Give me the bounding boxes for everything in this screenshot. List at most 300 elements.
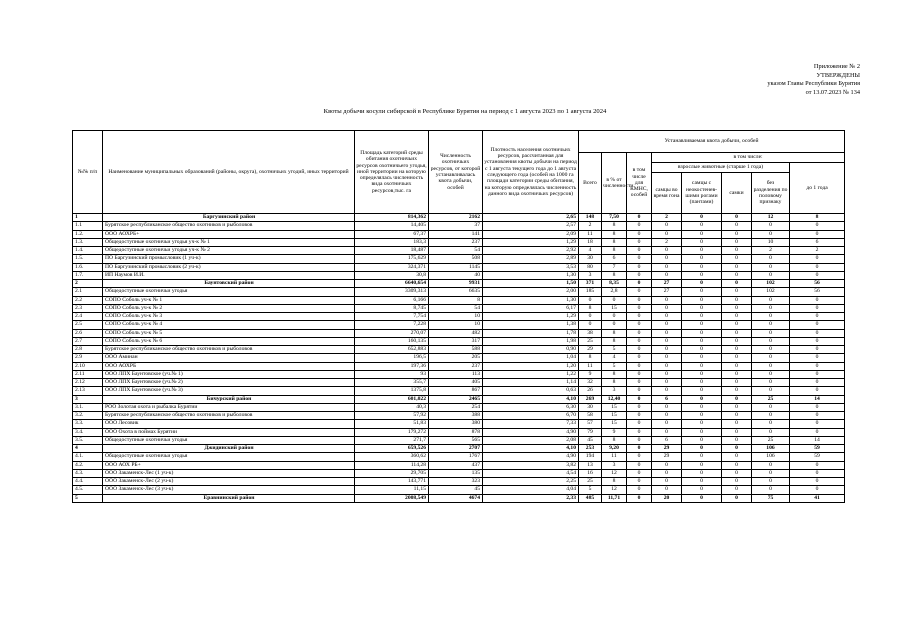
row-kmns: 0 [627, 263, 652, 271]
row-under1: 0 [790, 478, 845, 486]
row-density: 3,82 [483, 461, 579, 469]
row-area: 179,272 [355, 428, 429, 436]
row-percent: 7 [602, 263, 627, 271]
row-no-sex: 0 [752, 321, 790, 329]
row-percent: 4 [602, 354, 627, 362]
row-count: 2162 [429, 214, 483, 222]
row-count: 437 [429, 461, 483, 469]
row-males-antlers: 0 [682, 403, 722, 411]
row-total: 11 [579, 362, 602, 370]
row-number: 3.2. [73, 412, 103, 420]
row-number: 3.3. [73, 420, 103, 428]
row-under1: 41 [790, 494, 845, 502]
row-kmns: 0 [627, 214, 652, 222]
row-name: ООО ЛПХ Баунтовское (уч.№ 1) [103, 370, 355, 378]
row-females: 0 [722, 222, 752, 230]
row-kmns: 0 [627, 395, 652, 403]
row-density: 2,57 [483, 222, 579, 230]
row-under1: 0 [790, 337, 845, 345]
row-under1: 0 [790, 222, 845, 230]
table-row [73, 346, 845, 354]
row-no-sex: 0 [752, 362, 790, 370]
row-total: 16 [579, 469, 602, 477]
row-total: 9 [579, 370, 602, 378]
row-number: 2.5 [73, 321, 103, 329]
row-males-rut: 0 [652, 329, 682, 337]
row-total: 29 [579, 346, 602, 354]
row-no-sex: 0 [752, 296, 790, 304]
row-no-sex: 12 [752, 214, 790, 222]
row-total: 45 [579, 436, 602, 444]
row-kmns: 0 [627, 321, 652, 329]
district-row [73, 214, 845, 222]
row-males-antlers: 0 [682, 428, 722, 436]
table-row [73, 428, 845, 436]
row-under1: 14 [790, 395, 845, 403]
row-females: 0 [722, 346, 752, 354]
row-density: 1,22 [483, 370, 579, 378]
appendix-block [560, 63, 860, 98]
row-males-rut: 0 [652, 247, 682, 255]
row-area: 18,487 [355, 247, 429, 255]
row-no-sex: 0 [752, 346, 790, 354]
row-percent: 12,40 [602, 395, 627, 403]
row-area: 2008,549 [355, 494, 429, 502]
row-males-rut: 0 [652, 321, 682, 329]
row-name: СОПО Соболь уч-к № 4 [103, 321, 355, 329]
row-females: 0 [722, 230, 752, 238]
row-count: 54 [429, 304, 483, 312]
table-row [73, 453, 845, 461]
header-males-antlers: самцы с неокостенев-шими рогами (пантами) [682, 173, 722, 214]
table-row [73, 478, 845, 486]
row-total: 79 [579, 428, 602, 436]
row-males-rut: 0 [652, 461, 682, 469]
row-males-antlers: 0 [682, 346, 722, 354]
row-no-sex: 0 [752, 469, 790, 477]
row-kmns: 0 [627, 329, 652, 337]
row-males-antlers: 0 [682, 494, 722, 502]
row-under1: 0 [790, 486, 845, 494]
row-total: 485 [579, 494, 602, 502]
district-row [73, 280, 845, 288]
row-males-rut: 6 [652, 436, 682, 444]
row-males-antlers: 0 [682, 362, 722, 370]
row-name: ООО Аминан [103, 354, 355, 362]
row-percent: 3 [602, 387, 627, 395]
row-males-antlers: 0 [682, 296, 722, 304]
row-density: 1,14 [483, 379, 579, 387]
table-row [73, 337, 845, 345]
row-number: 1 [73, 214, 103, 222]
row-males-antlers: 0 [682, 469, 722, 477]
row-under1: 0 [790, 469, 845, 477]
row-under1: 0 [790, 379, 845, 387]
row-no-sex: 0 [752, 387, 790, 395]
row-area: 11,15 [355, 486, 429, 494]
row-no-sex: 2 [752, 247, 790, 255]
row-females: 0 [722, 271, 752, 279]
row-percent: 3 [602, 461, 627, 469]
row-density: 2,92 [483, 247, 579, 255]
row-area: 114,28 [355, 461, 429, 469]
row-area: 814,362 [355, 214, 429, 222]
row-under1: 56 [790, 288, 845, 296]
row-females: 0 [722, 214, 752, 222]
row-under1: 59 [790, 453, 845, 461]
row-males-antlers: 0 [682, 304, 722, 312]
row-females: 0 [722, 296, 752, 304]
row-count: 2707 [429, 445, 483, 453]
row-number: 2.8 [73, 346, 103, 354]
table-row [73, 247, 845, 255]
quota-table [72, 130, 845, 503]
row-kmns: 0 [627, 445, 652, 453]
row-count: 867 [429, 387, 483, 395]
row-kmns: 0 [627, 296, 652, 304]
row-count: 1767 [429, 453, 483, 461]
row-males-rut: 0 [652, 222, 682, 230]
row-kmns: 0 [627, 469, 652, 477]
header-total: Всего [579, 153, 602, 214]
row-no-sex: 0 [752, 379, 790, 387]
row-males-rut: 0 [652, 403, 682, 411]
table-row [73, 379, 845, 387]
row-kmns: 0 [627, 346, 652, 354]
row-kmns: 0 [627, 337, 652, 345]
row-total: 269 [579, 395, 602, 403]
row-kmns: 0 [627, 453, 652, 461]
row-area: 7,228 [355, 321, 429, 329]
row-percent: 8,35 [602, 280, 627, 288]
row-count: 113 [429, 370, 483, 378]
row-count: 1145 [429, 263, 483, 271]
row-percent: 8 [602, 238, 627, 246]
row-density: 2,33 [483, 494, 579, 502]
row-males-rut: 0 [652, 428, 682, 436]
row-percent: 9 [602, 428, 627, 436]
row-name: СОПО Соболь уч-к № 1 [103, 296, 355, 304]
row-number: 2.9 [73, 354, 103, 362]
row-females: 0 [722, 280, 752, 288]
row-area: 355,7 [355, 379, 429, 387]
row-number: 1.2. [73, 230, 103, 238]
row-name: Еравнинский район [103, 494, 355, 502]
row-name: ПО Баргузинский промысловик (2 уч-к) [103, 263, 355, 271]
row-males-rut: 29 [652, 445, 682, 453]
row-density: 1,98 [483, 337, 579, 345]
header-name: Наименование муниципальных образований (районы, округа), охотничьих угодий, иных территорий [103, 131, 355, 214]
row-number: 2.4 [73, 313, 103, 321]
row-females: 0 [722, 469, 752, 477]
row-females: 0 [722, 445, 752, 453]
row-kmns: 0 [627, 238, 652, 246]
row-density: 3,53 [483, 263, 579, 271]
row-area: 196,5 [355, 354, 429, 362]
row-kmns: 0 [627, 486, 652, 494]
row-females: 0 [722, 494, 752, 502]
row-males-antlers: 0 [682, 436, 722, 444]
row-total: 253 [579, 445, 602, 453]
row-females: 0 [722, 255, 752, 263]
row-under1: 0 [790, 271, 845, 279]
row-under1: 0 [790, 230, 845, 238]
appendix-line: УТВЕРЖДЕНЫ [816, 71, 860, 79]
row-density: 4,90 [483, 428, 579, 436]
row-count: 141 [429, 230, 483, 238]
row-name: Баунтовский район [103, 280, 355, 288]
row-number: 2.3 [73, 304, 103, 312]
row-no-sex: 0 [752, 271, 790, 279]
row-kmns: 0 [627, 403, 652, 411]
header-kmns: в том числе для КМНС, особей [627, 153, 652, 214]
row-count: 237 [429, 362, 483, 370]
row-number: 3.1. [73, 403, 103, 411]
header-no-sex: без разделения по половому признаку [752, 173, 790, 214]
row-females: 0 [722, 453, 752, 461]
row-no-sex: 0 [752, 263, 790, 271]
row-percent: 8 [602, 247, 627, 255]
row-number: 2.13 [73, 387, 103, 395]
row-number: 1.7. [73, 271, 103, 279]
row-count: 37 [429, 222, 483, 230]
row-males-rut: 0 [652, 478, 682, 486]
row-females: 0 [722, 238, 752, 246]
row-males-antlers: 0 [682, 370, 722, 378]
row-density: 4,10 [483, 445, 579, 453]
row-percent: 12 [602, 486, 627, 494]
row-no-sex: 0 [752, 222, 790, 230]
row-name: Бурятское республиканское общество охотников и рыболовов [103, 346, 355, 354]
row-kmns: 0 [627, 230, 652, 238]
row-area: 601,022 [355, 395, 429, 403]
row-area: 324,371 [355, 263, 429, 271]
row-name: ООО АОХРБ [103, 362, 355, 370]
row-percent: 0 [602, 296, 627, 304]
row-no-sex: 0 [752, 486, 790, 494]
row-total: 5 [579, 486, 602, 494]
row-no-sex: 0 [752, 329, 790, 337]
row-males-antlers: 0 [682, 445, 722, 453]
row-under1: 0 [790, 370, 845, 378]
table-row [73, 321, 845, 329]
row-males-antlers: 0 [682, 478, 722, 486]
district-row [73, 395, 845, 403]
row-area: 270,07 [355, 329, 429, 337]
table-row [73, 370, 845, 378]
row-no-sex: 0 [752, 412, 790, 420]
row-no-sex: 25 [752, 436, 790, 444]
row-percent: 8 [602, 329, 627, 337]
row-kmns: 0 [627, 362, 652, 370]
row-number: 4 [73, 445, 103, 453]
row-under1: 0 [790, 313, 845, 321]
header-density: Плотность населения охотничьих ресурсов, рассчитанная для установления квоты добычи на период с 1 августа текущего года до 1 августа следующего года (особей на 1000 га площади категории среды обитания, на которую определялась численность данного вида охотничьих ресурсов) [483, 131, 579, 214]
table-row [73, 288, 845, 296]
row-under1: 0 [790, 296, 845, 304]
row-males-rut: 20 [652, 494, 682, 502]
row-males-rut: 0 [652, 346, 682, 354]
table-row [73, 420, 845, 428]
row-name: Общедоступные охотничьи угодья уч-к № 2 [103, 247, 355, 255]
row-number: 4.1. [73, 453, 103, 461]
row-males-antlers: 0 [682, 263, 722, 271]
row-kmns: 0 [627, 288, 652, 296]
row-males-antlers: 0 [682, 453, 722, 461]
row-area: 271,7 [355, 436, 429, 444]
row-total: 25 [579, 337, 602, 345]
row-count: 878 [429, 428, 483, 436]
row-percent: 11 [602, 453, 627, 461]
row-males-rut: 0 [652, 255, 682, 263]
row-no-sex: 0 [752, 313, 790, 321]
row-total: 26 [579, 387, 602, 395]
row-total: 2 [579, 222, 602, 230]
row-percent: 15 [602, 304, 627, 312]
row-males-antlers: 0 [682, 230, 722, 238]
row-name: ООО Закаменск-Лес (3 уч-к) [103, 486, 355, 494]
row-count: 205 [429, 354, 483, 362]
row-under1: 0 [790, 428, 845, 436]
row-count: 508 [429, 255, 483, 263]
row-area: 51,83 [355, 420, 429, 428]
row-no-sex: 0 [752, 255, 790, 263]
row-area: 29,705 [355, 469, 429, 477]
row-kmns: 0 [627, 461, 652, 469]
row-density: 4,54 [483, 469, 579, 477]
row-males-rut: 0 [652, 296, 682, 304]
row-count: 9931 [429, 280, 483, 288]
row-density: 6,17 [483, 304, 579, 312]
row-males-antlers: 0 [682, 337, 722, 345]
row-count: 588 [429, 346, 483, 354]
row-percent: 8 [602, 271, 627, 279]
row-area: 40,3 [355, 403, 429, 411]
row-density: 1,04 [483, 354, 579, 362]
table-row [73, 354, 845, 362]
row-males-rut: 0 [652, 370, 682, 378]
row-total: 80 [579, 263, 602, 271]
header-area: Площадь категорий среды обитания охотничьих ресурсов охотничьего угодья, иной территории на которую определялась численность вида охотничьих ресурсов,тыс. га [355, 131, 429, 214]
row-count: 2465 [429, 395, 483, 403]
row-number: 2.10 [73, 362, 103, 370]
row-under1: 0 [790, 255, 845, 263]
row-area: 360,62 [355, 453, 429, 461]
row-name: ООО АОХРБ+ [103, 230, 355, 238]
row-area: 1375,8 [355, 387, 429, 395]
row-no-sex: 102 [752, 280, 790, 288]
header-percent: в % от численности [602, 153, 627, 214]
row-number: 4.2. [73, 461, 103, 469]
row-total: 11 [579, 230, 602, 238]
row-under1: 14 [790, 436, 845, 444]
row-count: 317 [429, 337, 483, 345]
header-incl: в том числе: [652, 153, 845, 163]
row-males-rut: 2 [652, 214, 682, 222]
row-under1: 0 [790, 412, 845, 420]
row-kmns: 0 [627, 494, 652, 502]
row-under1: 0 [790, 346, 845, 354]
row-males-antlers: 0 [682, 321, 722, 329]
header-num: №№ п/п [73, 131, 103, 214]
table-row [73, 304, 845, 312]
row-number: 3.4. [73, 428, 103, 436]
row-percent: 8 [602, 222, 627, 230]
row-total: 13 [579, 461, 602, 469]
row-number: 2 [73, 280, 103, 288]
row-males-rut: 29 [652, 453, 682, 461]
row-density: 6,30 [483, 403, 579, 411]
row-males-antlers: 0 [682, 271, 722, 279]
row-number: 4.3. [73, 469, 103, 477]
row-name: Общедоступные охотничьи угодья уч-к № 1 [103, 238, 355, 246]
row-total: 3 [579, 271, 602, 279]
row-area: 143,771 [355, 478, 429, 486]
row-number: 1.4. [73, 247, 103, 255]
row-females: 0 [722, 478, 752, 486]
row-females: 0 [722, 420, 752, 428]
row-under1: 8 [790, 214, 845, 222]
row-males-rut: 6 [652, 395, 682, 403]
row-count: 6635 [429, 288, 483, 296]
row-no-sex: 25 [752, 395, 790, 403]
row-name: Джидинский район [103, 445, 355, 453]
row-males-rut: 0 [652, 486, 682, 494]
row-kmns: 0 [627, 478, 652, 486]
row-males-antlers: 0 [682, 214, 722, 222]
row-females: 0 [722, 362, 752, 370]
header-adults: взрослые животные (старше 1 года) [652, 163, 790, 173]
row-percent: 5 [602, 346, 627, 354]
row-name: СОПО Соболь уч-к № 5 [103, 329, 355, 337]
row-name: РОО Золотая охота и рыбалка Бурятии [103, 403, 355, 411]
row-kmns: 0 [627, 420, 652, 428]
row-kmns: 0 [627, 313, 652, 321]
row-count: 323 [429, 478, 483, 486]
district-row [73, 494, 845, 502]
row-under1: 6 [790, 238, 845, 246]
row-males-rut: 2 [652, 238, 682, 246]
row-under1: 0 [790, 263, 845, 271]
row-name: Общедоступные охотничьи угодья [103, 453, 355, 461]
row-males-antlers: 0 [682, 247, 722, 255]
row-males-rut: 27 [652, 288, 682, 296]
table-row [73, 271, 845, 279]
row-area: 30,8 [355, 271, 429, 279]
row-males-antlers: 0 [682, 395, 722, 403]
row-name: ООО АОХ РБ+ [103, 461, 355, 469]
row-density: 4,04 [483, 486, 579, 494]
row-males-antlers: 0 [682, 461, 722, 469]
row-no-sex: 0 [752, 428, 790, 436]
table-row [73, 387, 845, 395]
row-count: 482 [429, 329, 483, 337]
row-males-rut: 0 [652, 354, 682, 362]
row-density: 1,30 [483, 271, 579, 279]
row-under1: 0 [790, 387, 845, 395]
row-area: 175,629 [355, 255, 429, 263]
table-row [73, 461, 845, 469]
row-kmns: 0 [627, 436, 652, 444]
row-area: 197,36 [355, 362, 429, 370]
row-name: Общедоступные охотничьи угодья [103, 288, 355, 296]
row-density: 4,10 [483, 395, 579, 403]
row-males-rut: 0 [652, 304, 682, 312]
row-name: ИП Наумов И.И. [103, 271, 355, 279]
district-row [73, 445, 845, 453]
table-row [73, 403, 845, 411]
row-percent: 8 [602, 230, 627, 238]
